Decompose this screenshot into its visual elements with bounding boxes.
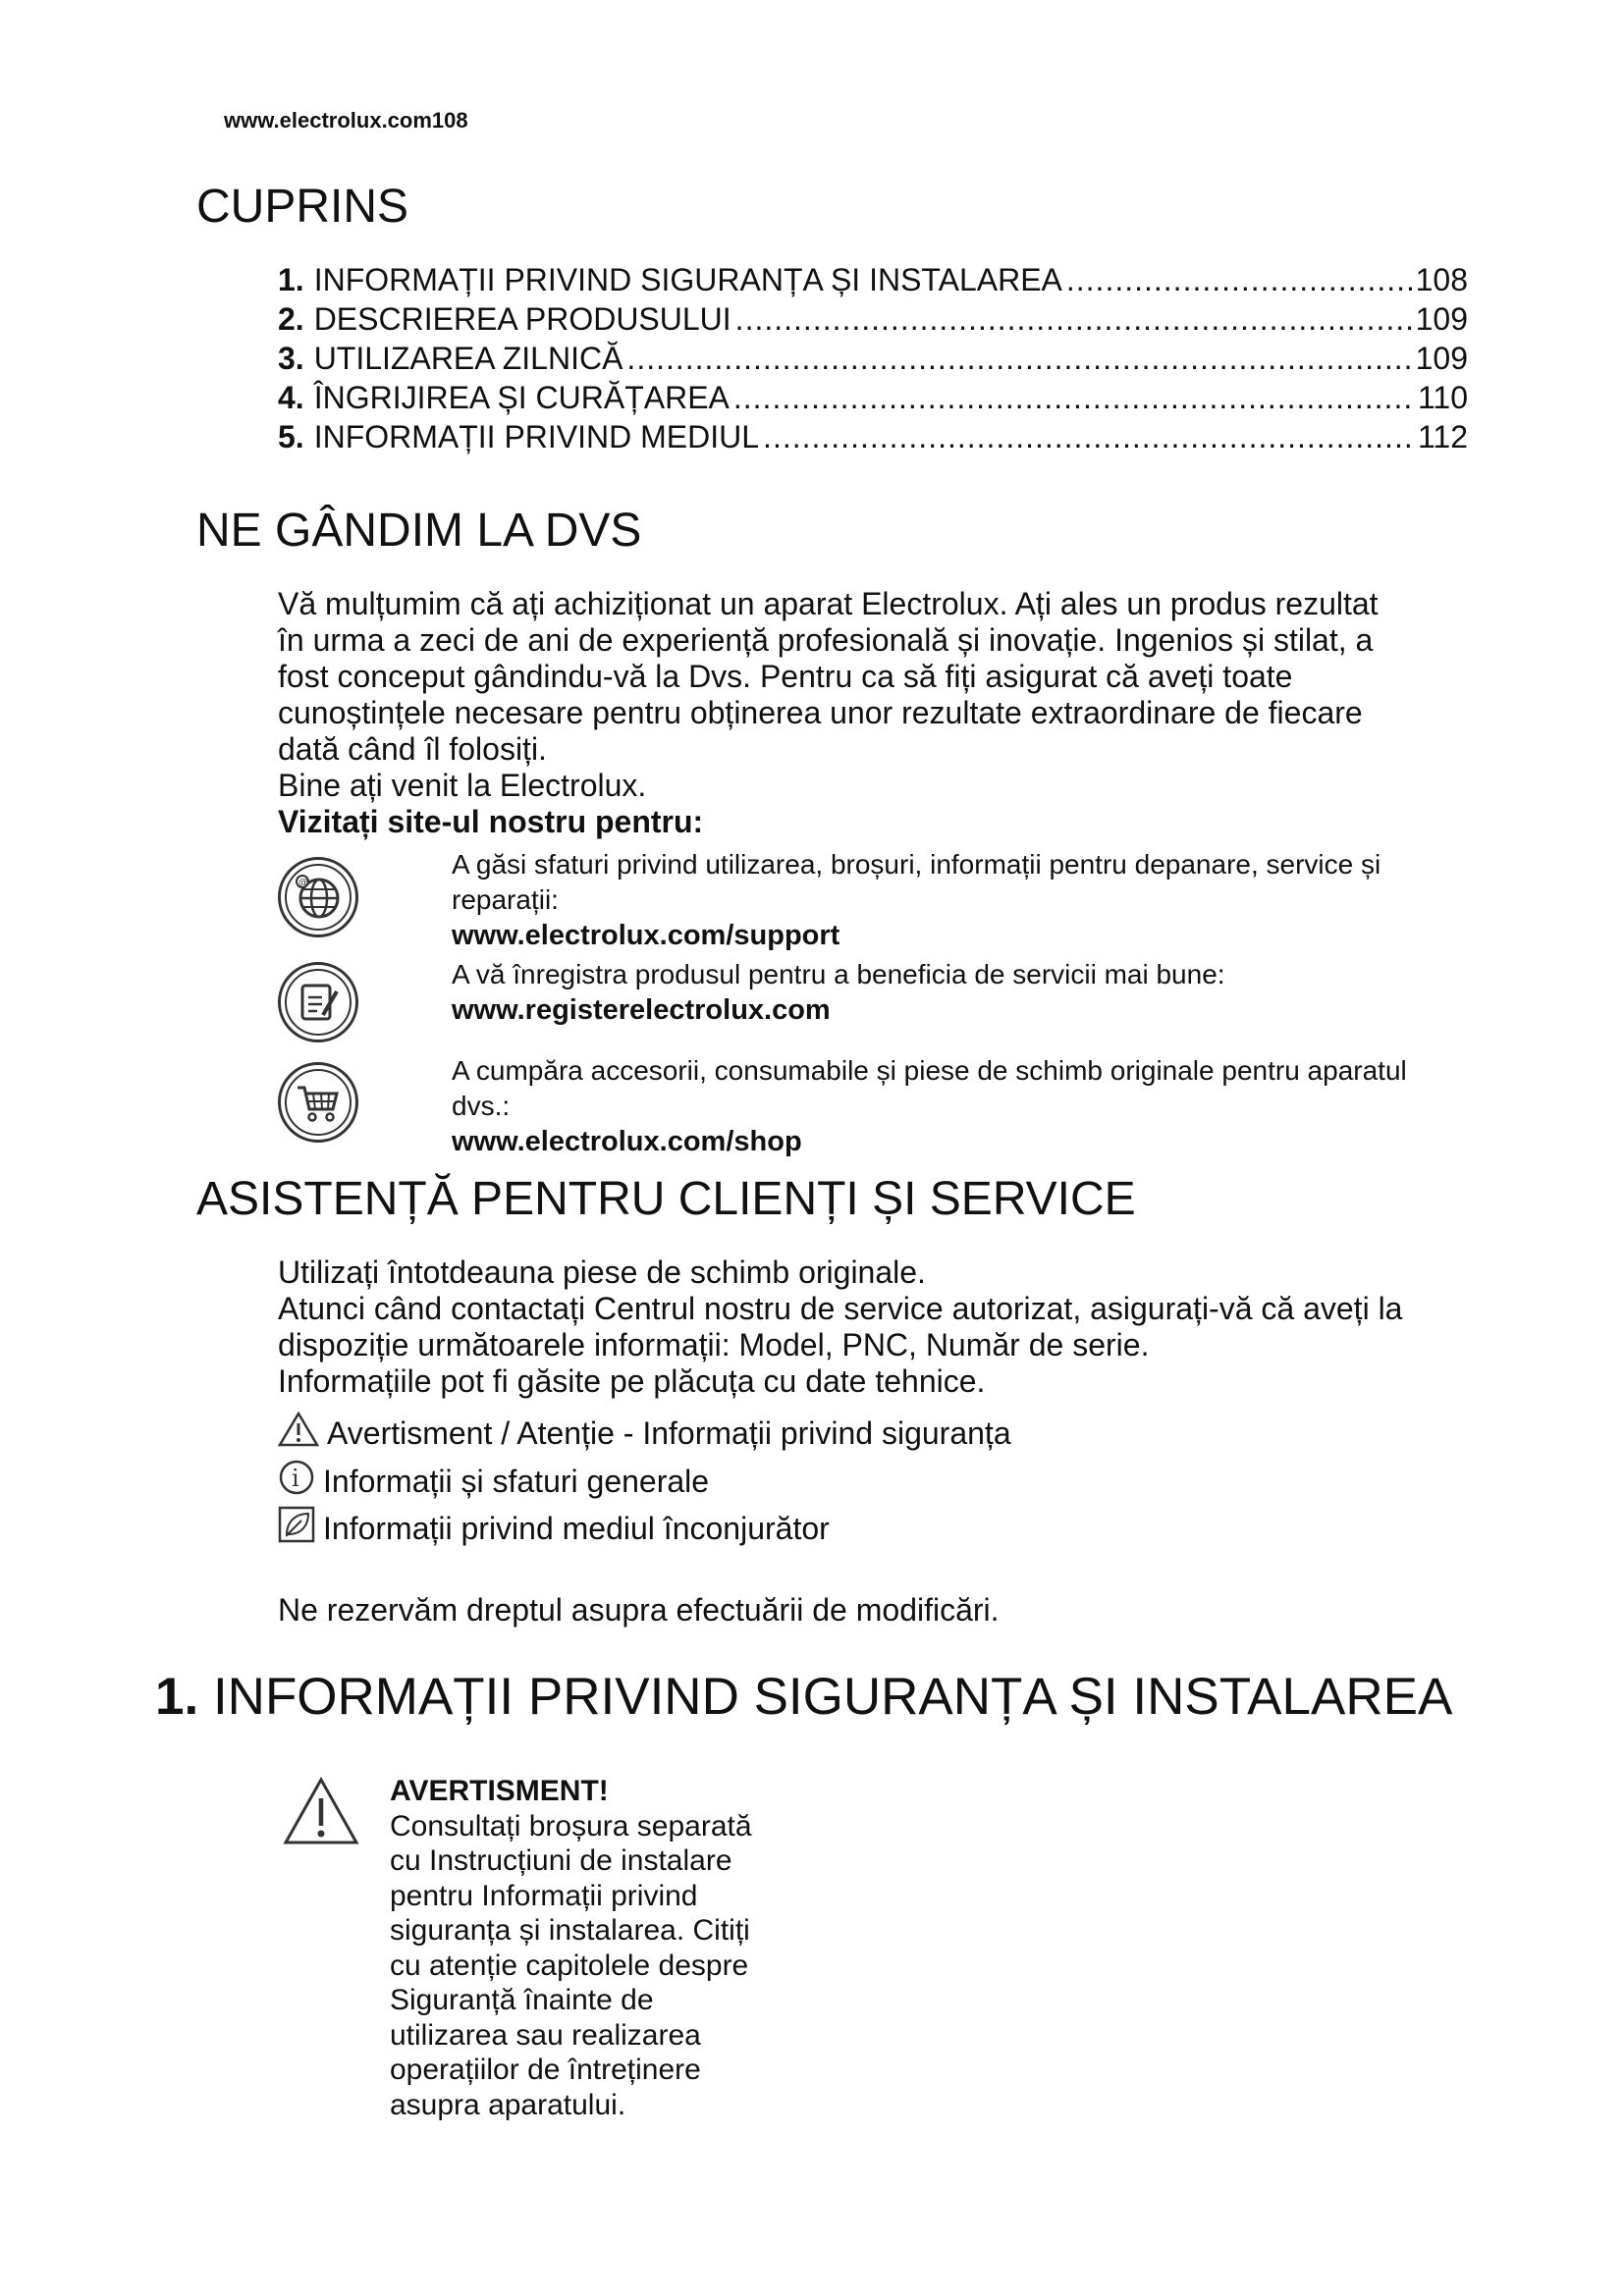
support-link[interactable]: www.electrolux.com/support <box>452 920 840 951</box>
toc-item-2[interactable]: 2. DESCRIEREA PRODUSULUI ..... 109 <box>278 300 1468 340</box>
intro-title: NE GÂNDIM LA DVS <box>196 505 642 557</box>
legend-environment: Informații privind mediul înconjurător <box>278 1506 830 1551</box>
svg-text:@: @ <box>298 878 308 888</box>
cuprins-title: CUPRINS <box>196 181 409 233</box>
shopping-cart-icon <box>278 1062 358 1143</box>
link-register: A vă înregistra produsul pentru a beneficia de servicii mai bune: www.registerelectrolux.com <box>452 957 1483 1028</box>
link-shop: A cumpăra accesorii, consumabile și piese de schimb originale pentru aparatul dvs.: www.electrolux.com/shop <box>452 1053 1483 1159</box>
section-1-heading <box>155 1667 1452 1727</box>
svg-text:i: i <box>292 1465 299 1492</box>
section-1-number: 1. <box>155 1668 199 1726</box>
link-support: A găsi sfaturi privind utilizarea, broșuri, informații pentru depanare, service și reparații: www.electrolux.com/support <box>452 847 1483 953</box>
header-url-page: www.electrolux.com108 <box>224 108 468 133</box>
shop-link[interactable]: www.electrolux.com/shop <box>452 1126 802 1157</box>
toc-item-5[interactable]: 5. INFORMAȚII PRIVIND MEDIUL ..... 112 <box>278 418 1468 457</box>
service-title: ASISTENȚĂ PENTRU CLIENȚI ȘI SERVICE <box>196 1173 1136 1225</box>
welcome-text: Bine ați venit la Electrolux. <box>278 768 647 803</box>
intro-paragraph: Vă mulțumim că ați achiziționat un aparat Electrolux. Ați ales un produs rezultat în urma a zeci de ani de experiență profesională și inovație. Ingenios și stilat, a fost conceput gândindu-vă la Dvs. Pentru ca să fiți asigurat că aveți toate cunoștințele necesare pentru obținerea unor rezultate extraordinare de fiecare dată când îl folosiți. Bine ați venit la Electrolux. Vizitați site-ul nostru pentru: <box>278 586 1505 840</box>
leaf-icon <box>278 1506 315 1551</box>
visit-heading: Vizitați site-ul nostru pentru: <box>278 804 704 839</box>
register-link[interactable]: www.registerelectrolux.com <box>452 994 831 1026</box>
legend-warning: Avertisment / Atenție - Informații privind siguranța <box>278 1412 1011 1455</box>
document-pen-icon <box>278 962 358 1042</box>
reservation-note: Ne rezervăm dreptul asupra efectuării de modificări. <box>278 1592 1000 1628</box>
warning-box: AVERTISMENT! Consultați broșura separată cu Instrucțiuni de instalare pentru Informații privind siguranța și instalarea. Citiți cu atenție capitolele despre Siguranță înainte de utilizarea sau realizarea operațiilor de întreținere asupra aparatului. <box>390 1774 822 2122</box>
info-icon <box>278 1459 315 1504</box>
toc-item-4[interactable]: 4. ÎNGRIJIREA ȘI CURĂȚAREA ..... 110 <box>278 379 1468 418</box>
table-of-contents <box>278 261 1468 457</box>
toc-item-1[interactable]: 1. INFORMAȚII PRIVIND SIGURANȚA ȘI INSTALAREA ..... 108 <box>278 261 1468 300</box>
globe-icon <box>278 857 358 937</box>
legend-info: i Informații și sfaturi generale <box>278 1459 709 1504</box>
toc-item-3[interactable]: 3. UTILIZAREA ZILNICĂ ..... 109 <box>278 340 1468 379</box>
warning-large-icon <box>283 1777 359 1850</box>
section-1-title: INFORMAȚII PRIVIND SIGURANȚA ȘI INSTALAREA <box>212 1668 1453 1726</box>
warning-triangle-icon <box>278 1412 319 1455</box>
service-paragraph: Utilizați întotdeauna piese de schimb originale. Atunci când contactați Centrul nostru de service autorizat, asigurați-vă că aveți la dispoziție următoarele informații: Model, PNC, Număr de serie. Informațiile pot fi găsite pe plăcuța cu date tehnice. <box>278 1255 1403 1399</box>
warning-title: AVERTISMENT! <box>390 1775 609 1807</box>
